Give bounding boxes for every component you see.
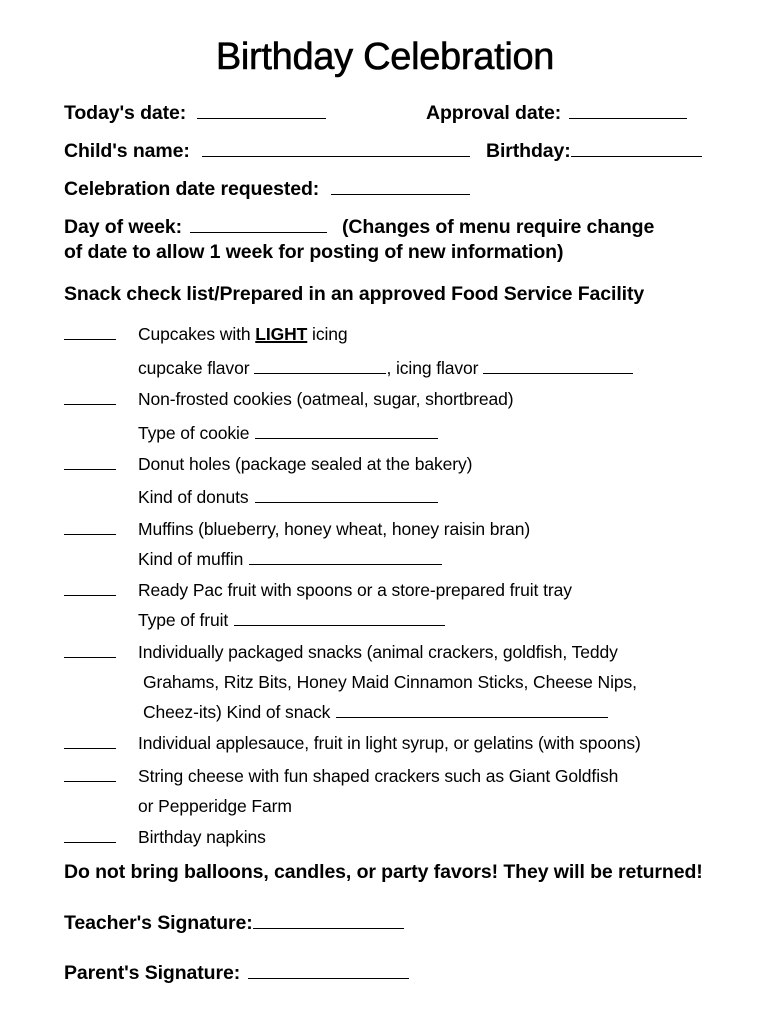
muffin-kind-blank[interactable] — [249, 550, 442, 565]
approval-date-blank[interactable] — [569, 101, 687, 119]
item-string-cheese-cont: or Pepperidge Farm — [138, 796, 292, 816]
fruit-type-blank[interactable] — [234, 611, 445, 626]
snack-kind-label: Cheez-its) Kind of snack — [143, 702, 331, 722]
snack-checklist-heading: Snack check list/Prepared in an approved Food Service Facility — [64, 283, 645, 305]
childs-name-label: Child's name: — [64, 140, 190, 162]
item-snacks: Individually packaged snacks (animal crackers, goldfish, Teddy — [138, 642, 618, 662]
birthday-field — [486, 139, 702, 163]
check-blank-fruit[interactable] — [64, 595, 116, 596]
icing-flavor-label: , icing flavor — [386, 358, 479, 378]
item-snacks-cont: Grahams, Ritz Bits, Honey Maid Cinnamon Sticks, Cheese Nips, — [143, 672, 637, 692]
muffin-kind-line — [138, 549, 442, 570]
check-blank-muffins[interactable] — [64, 534, 116, 535]
item-cupcakes-suffix: icing — [307, 324, 348, 344]
item-fruit: Ready Pac fruit with spoons or a store-prepared fruit tray — [138, 580, 572, 600]
check-blank-string-cheese[interactable] — [64, 781, 116, 782]
check-blank-cookies[interactable] — [64, 404, 116, 405]
approval-date-label: Approval date: — [426, 102, 562, 124]
fruit-type-line — [138, 610, 445, 631]
parent-signature-label: Parent's Signature: — [64, 962, 241, 984]
cookie-type-label: Type of cookie — [138, 423, 250, 443]
parent-signature-field — [64, 961, 409, 985]
check-blank-napkins[interactable] — [64, 842, 116, 843]
todays-date-label: Today's date: — [64, 102, 187, 124]
approval-date-field — [426, 101, 687, 125]
check-blank-cupcakes[interactable] — [64, 339, 116, 340]
item-cookies: Non-frosted cookies (oatmeal, sugar, shortbread) — [138, 389, 514, 409]
childs-name-field — [64, 139, 470, 163]
snack-kind-line — [143, 702, 608, 723]
check-blank-snacks[interactable] — [64, 657, 116, 658]
donut-kind-label: Kind of donuts — [138, 487, 249, 507]
todays-date-field — [64, 101, 326, 125]
day-of-week-field — [64, 215, 654, 239]
cookie-type-blank[interactable] — [255, 424, 438, 439]
check-blank-applesauce[interactable] — [64, 748, 116, 749]
donut-kind-blank[interactable] — [255, 488, 438, 503]
cupcake-flavors-line — [138, 358, 633, 379]
item-muffins: Muffins (blueberry, honey wheat, honey raisin bran) — [138, 519, 531, 539]
parent-signature-blank[interactable] — [248, 961, 409, 979]
birthday-blank[interactable] — [571, 139, 702, 157]
donut-kind-line — [138, 487, 438, 508]
day-of-week-note: (Changes of menu require change — [342, 216, 655, 238]
check-blank-donuts[interactable] — [64, 469, 116, 470]
teacher-signature-label: Teacher's Signature: — [64, 912, 253, 934]
birthday-label: Birthday: — [486, 140, 571, 162]
celebration-date-label: Celebration date requested: — [64, 178, 320, 200]
celebration-date-blank[interactable] — [331, 177, 470, 195]
light-emphasis: LIGHT — [255, 324, 308, 344]
celebration-date-field — [64, 177, 470, 201]
todays-date-blank[interactable] — [197, 101, 326, 119]
item-donuts: Donut holes (package sealed at the bakery) — [138, 454, 473, 474]
cupcake-flavor-label: cupcake flavor — [138, 358, 250, 378]
form-title: Birthday Celebration — [215, 36, 555, 78]
item-applesauce: Individual applesauce, fruit in light syrup, or gelatins (with spoons) — [138, 733, 641, 753]
day-of-week-note-cont: of date to allow 1 week for posting of new information) — [64, 241, 564, 263]
item-string-cheese: String cheese with fun shaped crackers such as Giant Goldfish — [138, 766, 619, 786]
item-napkins: Birthday napkins — [138, 827, 266, 847]
item-cupcakes — [138, 324, 348, 345]
fruit-type-label: Type of fruit — [138, 610, 229, 630]
cookie-type-line — [138, 423, 438, 444]
teacher-signature-field — [64, 911, 404, 935]
cupcake-flavor-blank[interactable] — [254, 359, 386, 374]
warning-text: Do not bring balloons, candles, or party favors! They will be returned! — [64, 861, 703, 883]
muffin-kind-label: Kind of muffin — [138, 549, 244, 569]
item-cupcakes-text: Cupcakes with — [138, 324, 256, 344]
childs-name-blank[interactable] — [202, 139, 470, 157]
snack-kind-blank[interactable] — [336, 703, 608, 718]
icing-flavor-blank[interactable] — [483, 359, 633, 374]
teacher-signature-blank[interactable] — [253, 911, 404, 929]
day-of-week-label: Day of week: — [64, 216, 183, 238]
day-of-week-blank[interactable] — [190, 215, 327, 233]
